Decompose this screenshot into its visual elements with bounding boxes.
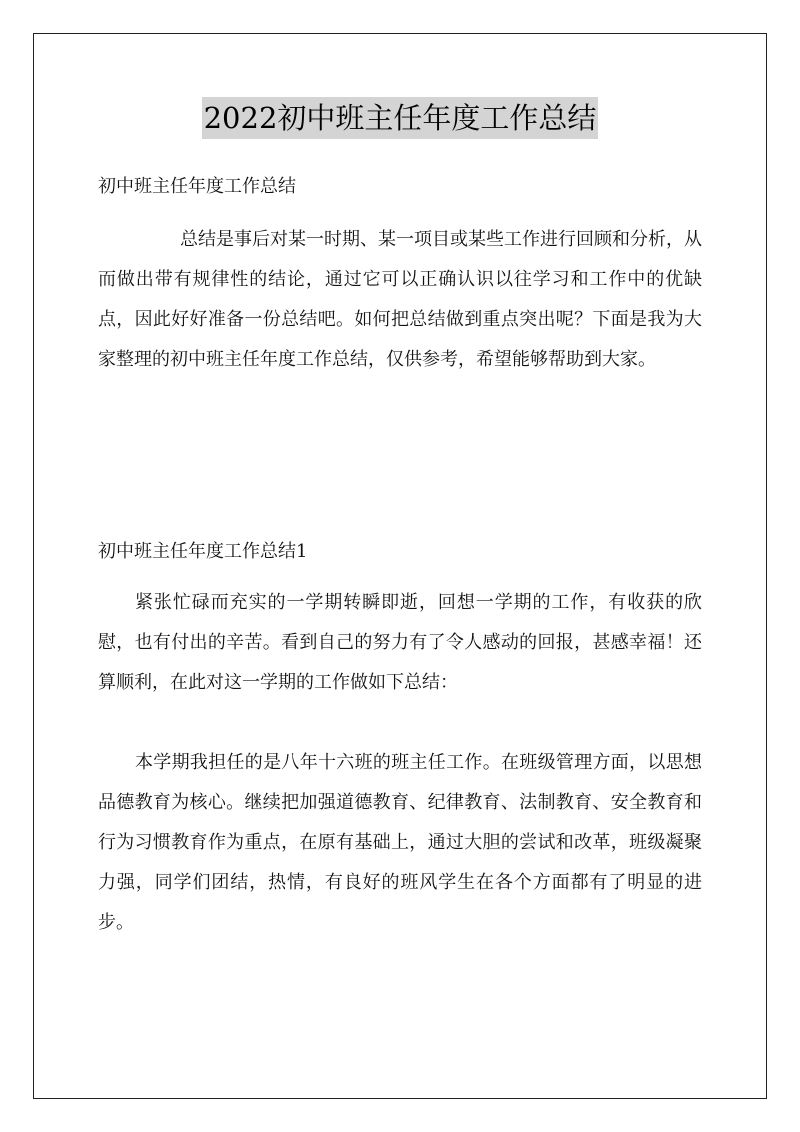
title-container (0, 97, 800, 139)
section-paragraph-1: 紧张忙碌而充实的一学期转瞬即逝，回想一学期的工作，有收获的欣慰，也有付出的辛苦。看到自己的努力有了令人感动的回报，甚感幸福！还算顺利，在此对这一学期的工作做如下总结： (98, 592, 702, 693)
document-title: 2022初中班主任年度工作总结 (202, 97, 599, 139)
document-subtitle: 初中班主任年度工作总结 (98, 176, 296, 197)
intro-paragraph: 总结是事后对某一时期、某一项目或某些工作进行回顾和分析，从而做出带有规律性的结论，通过它可以正确认识以往学习和工作中的优缺点，因此好好准备一份总结吧。如何把总结做到重点突出呢？下面是我为大家整理的初中班主任年度工作总结，仅供参考，希望能够帮助到大家。 (98, 229, 702, 370)
section-heading: 初中班主任年度工作总结1 (98, 541, 308, 562)
section-paragraph-2: 本学期我担任的是八年十六班的班主任工作。在班级管理方面，以思想品德教育为核心。继续把加强道德教育、纪律教育、法制教育、安全教育和行为习惯教育作为重点，在原有基础上，通过大胆的尝试和改革，班级凝聚力强，同学们团结，热情，有良好的班风学生在各个方面都有了明显的进步。 (98, 752, 702, 933)
